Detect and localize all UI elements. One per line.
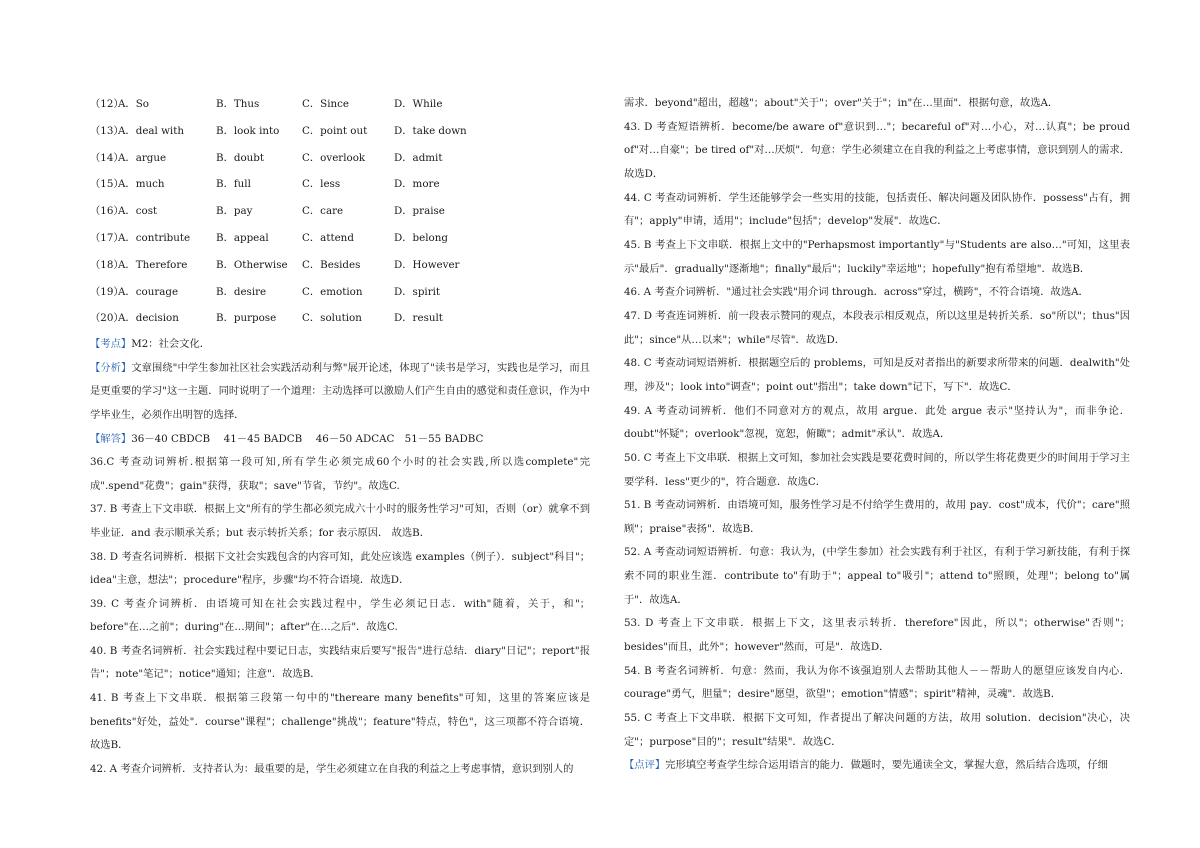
option-row — [90, 92, 590, 119]
option-b: B．full — [216, 178, 251, 191]
explanation-item: 50. C 考查上下文串联．根据上文可知，参加社会实践是要花费时间的，所以学生将花费更少的时间用于学习主要学科．less"更少的"，符合题意．故选C． — [624, 451, 1130, 488]
option-c: C．solution — [302, 312, 362, 325]
option-b: B．desire — [216, 285, 267, 298]
answer-options-list — [90, 92, 590, 333]
explanation-item: 45. B 考查上下文串联．根据上文中的"Perhapsmost importantly"与"Students are also…"可知，这里表示"最后"．gradually"逐渐地"；finally"最后"；luckily"幸运地"；hopefully"抱有希望地"．故选B． — [624, 238, 1130, 275]
option-a: A．So — [118, 98, 149, 110]
option-number: （14） — [90, 151, 124, 164]
right-explanations — [624, 92, 1130, 754]
explanation-item: 44. C 考查动词辨析．学生还能够学会一些实用的技能，包括责任、解决问题及团队协作．possess"占有，拥有"；apply"申请，适用"；include"包括"；develop"发展"．故选C． — [624, 191, 1130, 228]
explanation-item: 42. A 考查介词辨析．支持者认为：最重要的是，学生必须建立在自我的利益之上考虑事情，意识到别人的 — [90, 762, 574, 775]
fenxi-tag: 【分析】 — [90, 361, 132, 374]
option-a: A．deal with — [118, 124, 184, 137]
option-d: D．spirit — [394, 285, 441, 298]
option-number: （19） — [90, 285, 124, 298]
jieda-section — [90, 428, 590, 452]
explanation-item: 51. B 考查动词辨析．由语境可知，服务性学习是不付给学生费用的，故用 pay．cost"成本，代价"；care"照顾"；praise"表扬"．故选B． — [624, 499, 1130, 535]
option-d: D．admit — [394, 151, 443, 164]
option-c: C．less — [302, 178, 341, 191]
option-row — [90, 172, 590, 199]
dianping-text: 完形填空考查学生综合运用语言的能力．做题时，要先通读全文，掌握大意，然后结合选项，仔细 — [665, 759, 1108, 772]
explanation-item: 53. D 考查上下文串联．根据上下文，这里表示转折．therefore"因此，所以"；otherwise"否则"；besides"而且，此外"；however"然而，可是"．故选D． — [624, 617, 1130, 654]
option-c: C．Besides — [302, 258, 361, 271]
fenxi-text: 文章围绕"中学生参加社区社会实践活动利与弊"展开论述，体现了"读书是学习，实践也是学习，而且是更重要的学习"这一主题．同时说明了一个道理：主动选择可以激励人们产生自由的感觉和责任意识，作为中学毕业生，必须作出明智的选择． — [90, 361, 590, 421]
option-d: D．take down — [394, 124, 467, 137]
option-a: A．contribute — [118, 231, 191, 244]
option-number: （16） — [90, 205, 124, 218]
option-row — [90, 280, 590, 307]
explanation-item: 46. A 考查介词辨析．"通过社会实践"用介词 through．across"穿过，横跨"，不符合语境．故选A． — [624, 286, 1089, 299]
explanation-item: 52. A 考查动词短语辨析．句意：我认为，(中学生参加）社会实践有利于社区，有利于学习新技能，有利于探索不同的职业生涯．contribute to"有助于"；appeal to"吸引"；attend to"照顾，处理"；belong to"属于"．故选A． — [624, 546, 1130, 606]
option-d: D．result — [394, 312, 443, 325]
option-b: B．look into — [216, 124, 280, 137]
explanation-item: 43. D 考查短语辨析．become/be aware of"意识到…"；becareful of"对…小心，对…认真"；be proud of"对…自豪"；be tired of"对…厌烦"．句意：学生必须建立在自我的利益之上考虑事情，意识到别人的需求．故选D． — [624, 120, 1130, 180]
option-row — [90, 146, 590, 173]
kaodian-section — [90, 333, 590, 357]
option-b: B．pay — [216, 205, 253, 218]
option-row — [90, 199, 590, 226]
option-number: （15） — [90, 178, 124, 191]
option-a: A．cost — [118, 205, 158, 218]
explanation-item: 49. A 考查动词辨析．他们不同意对方的观点，故用 argue．此处 argue 表示"坚持认为"，而非争论．doubt"怀疑"；overlook"忽视，宽恕，俯瞰"；admit"承认"．故选A． — [624, 404, 1130, 441]
option-a: A．argue — [118, 151, 167, 164]
explanation-item: 需求．beyond"超出，超越"；about"关于"；over"关于"；in"在…里面"．根据句意，故选A． — [624, 97, 1059, 109]
option-row — [90, 306, 590, 333]
option-b: B．Otherwise — [216, 258, 288, 271]
option-d: D．praise — [394, 205, 445, 218]
option-a: A．Therefore — [118, 258, 188, 271]
explanation-item: 36.C 考查动词辨析.根据第一段可知,所有学生必须完成60个小时的社会实践,所以选complete"完成".spend"花费"；gain"获得，获取"；save"节省，节约"。故选C. — [90, 456, 590, 492]
explanation-item: 41. B 考查上下文串联．根据第三段第一句中的"thereare many benefits"可知，这里的答案应该是benefits"好处，益处"．course"课程"；challenge"挑战"；feature"特点，特色"，这三项都不符合语境．故选B． — [90, 692, 590, 752]
option-number: （17） — [90, 231, 124, 244]
option-c: C．overlook — [302, 151, 366, 164]
explanation-item: 55. C 考查上下文串联．根据下文可知，作者提出了解决问题的方法，故用 solution．decision"决心，决定"；purpose"目的"；result"结果"．故选C． — [624, 712, 1130, 748]
option-d: D．more — [394, 178, 440, 191]
option-a: A．decision — [118, 312, 179, 325]
dianping-tag: 【点评】 — [624, 759, 666, 772]
explanation-item: 54. B 考查名词辨析．句意：然而，我认为你不该强迫别人去帮助其他人－－帮助人的愿望应该发自内心．courage"勇气，胆量"；desire"愿望，欲望"；emotion"情感"；spirit"精神，灵魂"．故选B． — [624, 664, 1130, 701]
option-d: D．belong — [394, 231, 448, 244]
explanation-item: 37. B 考查上下文串联．根据上文"所有的学生都必须完成六十小时的服务性学习"可知，否则（or）就拿不到毕业证．and 表示顺承关系；but 表示转折关系；for 表示原因． 故选B． — [90, 503, 590, 539]
option-b: B．doubt — [216, 151, 265, 164]
jieda-tag: 【解答】 — [90, 432, 132, 445]
left-column — [90, 92, 590, 781]
option-b: B．purpose — [216, 312, 277, 325]
kaodian-tag: 【考点】 — [90, 338, 132, 351]
option-number: （20） — [90, 312, 124, 325]
option-row — [90, 119, 590, 146]
right-column — [624, 92, 1130, 778]
option-d: D．While — [394, 98, 443, 110]
option-b: B．Thus — [216, 98, 260, 110]
explanation-item: 48. C 考查动词短语辨析．根据题空后的 problems，可知是反对者指出的新要求所带来的问题．dealwith"处理，涉及"；look into"调查"；point out"指出"；take down"记下，写下"．故选C． — [624, 357, 1130, 393]
option-a: A．courage — [118, 285, 179, 298]
jieda-text: 36－40 CBDCB 41－45 BADCB 46－50 ADCAC 51－55 BADBC — [131, 432, 484, 445]
option-c: C．Since — [302, 98, 350, 110]
option-c: C．care — [302, 205, 344, 218]
option-a: A．much — [118, 178, 165, 191]
explanation-item: 38. D 考查名词辨析．根据下文社会实践包含的内容可知，此处应该选 examples（例子）．subject"科目"；idea"主意，想法"；procedure"程序，步骤"均不符合语境．故选D． — [90, 550, 590, 587]
kaodian-text: M2：社会文化． — [131, 338, 211, 351]
option-c: C．point out — [302, 124, 368, 137]
option-row — [90, 253, 590, 280]
left-explanations — [90, 451, 590, 781]
explanation-item: 40. B 考查名词辨析．社会实践过程中要记日志，实践结束后要写"报告"进行总结．diary"日记"；report"报告"；note"笔记"；notice"通知；注意"．故选B． — [90, 644, 590, 681]
fenxi-section — [90, 357, 590, 428]
option-row — [90, 226, 590, 253]
explanation-item: 39. C 考查介词辨析．由语境可知在社会实践过程中，学生必须记日志．with"随着，关于，和"；before"在…之前"；during"在…期间"；after"在…之后"．故选C. — [90, 597, 590, 634]
option-number: （18） — [90, 258, 124, 271]
option-d: D．However — [394, 258, 460, 271]
option-c: C．emotion — [302, 285, 363, 298]
option-b: B．appeal — [216, 231, 269, 244]
dianping-section — [624, 754, 1130, 778]
option-c: C．attend — [302, 231, 354, 244]
explanation-item: 47. D 考查连词辨析．前一段表示赞同的观点，本段表示相反观点，所以这里是转折关系．so"所以"；thus"因此"；since"从…以来"；while"尽管"．故选D． — [624, 309, 1130, 346]
option-number: （12） — [90, 98, 124, 110]
option-number: （13） — [90, 124, 124, 137]
